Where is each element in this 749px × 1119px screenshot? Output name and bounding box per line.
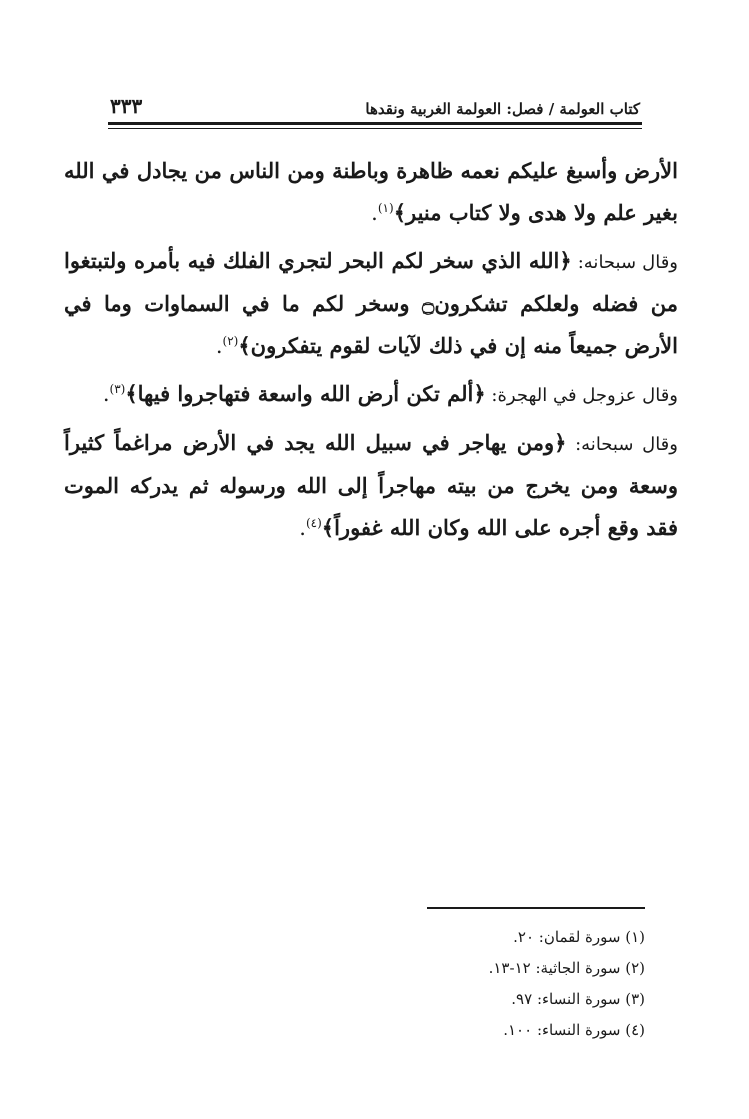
header-rule-thick	[108, 122, 642, 125]
footnote-ref: (٢)	[222, 334, 239, 348]
punctuation: .	[102, 382, 110, 406]
punctuation: .	[371, 201, 378, 225]
footnotes	[380, 922, 645, 1046]
intro-text: وقال سبحانه:	[566, 434, 678, 455]
paragraph-2	[64, 240, 678, 367]
footnote-separator	[427, 907, 645, 909]
intro-text: وقال سبحانه:	[571, 252, 678, 273]
footnote: (٣) سورة النساء: ٩٧.	[511, 990, 645, 1008]
quran-verse: ﴿ألم تكن أرض الله واسعة فتهاجروا فيها﴾	[125, 381, 486, 406]
paragraph-4	[64, 422, 678, 549]
footnote-ref: (١)	[377, 201, 394, 215]
punctuation: .	[215, 334, 223, 358]
footnote-ref: (٣)	[109, 382, 126, 396]
quran-verse: ﴿ومن يهاجر في سبيل الله يجد في الأرض مراغماً كثيراً وسعة ومن يخرج من بيته مهاجراً إلى الله ورسوله ثم يدركه الموت فقد وقع أجره على الله وكان الله غفوراً﴾	[64, 430, 678, 540]
main-text	[64, 150, 678, 555]
paragraph-3	[64, 373, 678, 416]
footnote-ref: (٤)	[305, 516, 322, 530]
page-header	[110, 88, 640, 118]
punctuation: .	[299, 516, 306, 540]
footnote: (٢) سورة الجاثية: ١٢-١٣.	[488, 959, 645, 977]
intro-text: وقال عزوجل في الهجرة:	[485, 385, 678, 406]
header-rule-thin	[108, 128, 642, 129]
footnote: (٤) سورة النساء: ١٠٠.	[503, 1021, 645, 1039]
quran-verse: الأرض وأسبغ عليكم نعمه ظاهرة وباطنة ومن الناس من يجادل في الله بغير علم ولا هدى ولا كتاب منير﴾	[64, 158, 678, 225]
page-number: ٣٣٣	[110, 94, 143, 118]
running-title: كتاب العولمة / فصل: العولمة الغربية ونقدها	[365, 100, 640, 118]
quran-verse: ﴿الله الذي سخر لكم البحر لتجري الفلك فيه بأمره ولتبتغوا من فضله ولعلكم تشكرون۝ وسخر لكم ما في السماوات وما في الأرض جميعاً منه إن في ذلك لآيات لقوم يتفكرون﴾	[64, 248, 678, 358]
footnote: (١) سورة لقمان: ٢٠.	[513, 928, 645, 946]
paragraph-1	[64, 150, 678, 234]
